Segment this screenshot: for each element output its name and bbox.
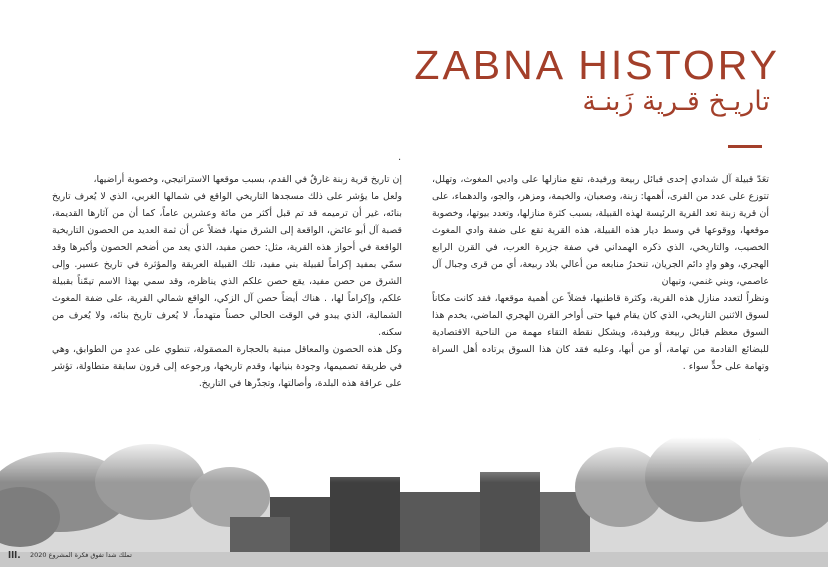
- village-sketch-illustration: [0, 437, 828, 567]
- page-title-english: ZABNA HISTORY: [414, 42, 780, 88]
- title-divider: [728, 145, 762, 148]
- paragraph: ولعل ما يؤشر على ذلك مسجدها التاريخي الواقع في شمالها الغربي، الذي لا يُعرف تاريخ بنائه، غير أن ترميمه قد تم قبل أكثر من مائة وعشرين عاماً، كما أن من آثارها القديمة، قصبة آل أبو عائض، الواقعة إلى الشرق منها، فضلاً عن أن ثمة العديد من الحصون التاريخية الواقعة في أحواز هذه القرية، مثل: حصن مفيد، الذي يعد من أضخم الحصون وأكبرها وقد سمّي بمفيد إكراماً لقبيلة بني مفيد، تلك القبيلة العريقة والمؤثرة في تاريخ عسير. وإلى الشرق من حصن مفيد، يقع حصن علكم الذي يناظره، وقد سمي بهذا الاسم تيمّناً بقبيلة علكم، وإكراماً لها، . هناك أيضاً حصن آل الزكي، الواقع شمالي القرية، على ضفة المغوث الشمالية، الذي يبدو في الوقت الحالي حصناً متهدماً، لا يُعرف تاريخ بنائه، ولا يُعرف من سكنه.: [52, 191, 402, 338]
- paragraph: إن تاريخ قرية زبنة غارقٌ في القدم، بسبب موقعها الاستراتيجي، وخصوبة أراضيها،: [93, 174, 402, 185]
- paragraph: تعَدّ قبيلة آل شدادي إحدى قبائل ربيعة ورفيدة، تقع منازلها على واديي المغوث، وتهلل، تتوزع على عدد من القرى، أهمها: زبنة، وصعبان، والخيمة، ومزهر، والجو، والدهماء، على أن قرية زبنة تعد القرية الرئيسة لهذه القبيلة، بسبب كثرة منازلها، وتعدد بيوتها، وخصوبة موقعها، ووقوعها في وسط ديار هذه القبيلة، هذه القرية تقع على ضفة وادي المغوث الخصيب، والتاريخي، الذي ذكره الهمداني في صفة جزيرة العرب، في القرن الرابع الهجري، وهو وادٍ دائم الجريان، تنحدرُ منابعه من أعالي بلاد ربيعة، أي من قرى وجبال آل عاصمي، وبني غنمي، وتيهان: [432, 174, 769, 287]
- right-text-column: [432, 171, 769, 375]
- footer-caption: تملك شدا تفوق فكرة المشروع 2020: [30, 551, 132, 559]
- left-text-column: [52, 171, 402, 392]
- publisher-logo: ﺍﺍﺍ.: [8, 551, 21, 561]
- paragraph: وكل هذه الحصون والمعاقل مبنية بالحجارة المصقولة، تنطوي على عددٍ من الطوابق، وهي في طريقة تصميمها، وجودة بنيانها، وقدم تاريخها، ورجوعه إلى قرون سابقة متطاولة، تؤشر على عراقة هذه البلدة، وأصالتها، وتجذّرها في التاريخ.: [52, 344, 402, 389]
- page-title-arabic: تاريـخ قـرية زَبنـة: [582, 86, 770, 117]
- decorative-dot: .: [398, 152, 402, 163]
- paragraph: ونظراً لتعدد منازل هذه القرية، وكثرة قاطنيها، فضلاً عن أهمية موقعها، فقد كانت مكاناً لسوق الاثنين التاريخي، الذي كان يقام فيها حتى أواخر القرن الهجري الماضي، يخدم هذا السوق معظم قبائل ربيعة ورفيدة، ويشكل نقطة التقاء مهمة من الناحية الاقتصادية للبضائع القادمة من تهامة، أو من أبها، وعليه فقد كان هذا السوق يرتاده أهل السراة وتهامة على حدٍّ سواء .: [432, 293, 769, 372]
